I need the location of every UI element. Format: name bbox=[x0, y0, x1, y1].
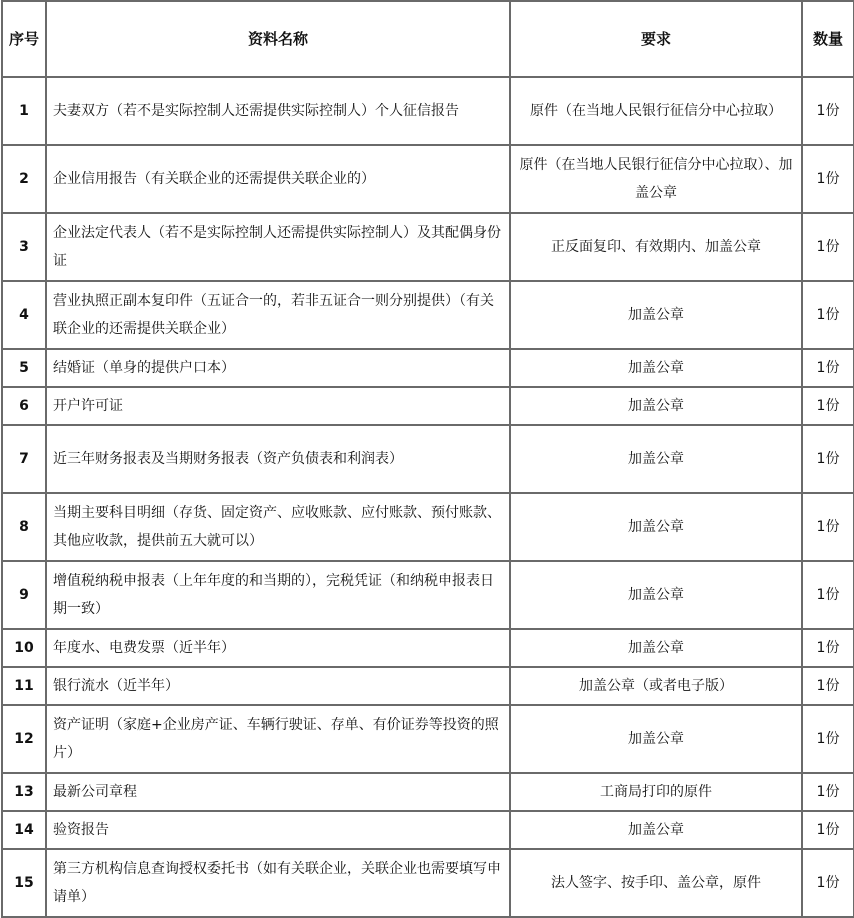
row-name: 营业执照正副本复印件（五证合一的，若非五证合一则分别提供）（有关联企业的还需提供关联企业） bbox=[46, 281, 510, 349]
row-requirement: 加盖公章 bbox=[510, 493, 802, 561]
row-requirement: 工商局打印的原件 bbox=[510, 773, 802, 811]
table-row bbox=[2, 77, 854, 145]
row-quantity: 1份 bbox=[802, 281, 854, 349]
row-seq: 9 bbox=[2, 561, 46, 629]
row-seq: 2 bbox=[2, 145, 46, 213]
table-row bbox=[2, 561, 854, 629]
document-table bbox=[1, 0, 854, 918]
table-row bbox=[2, 705, 854, 773]
row-seq: 10 bbox=[2, 629, 46, 667]
row-seq: 11 bbox=[2, 667, 46, 705]
row-quantity: 1份 bbox=[802, 77, 854, 145]
table-row bbox=[2, 667, 854, 705]
row-name: 第三方机构信息查询授权委托书（如有关联企业，关联企业也需要填写申请单） bbox=[46, 849, 510, 917]
row-requirement: 加盖公章 bbox=[510, 281, 802, 349]
row-quantity: 1份 bbox=[802, 145, 854, 213]
table-row bbox=[2, 773, 854, 811]
row-name: 资产证明（家庭+企业房产证、车辆行驶证、存单、有价证券等投资的照片） bbox=[46, 705, 510, 773]
header-name: 资料名称 bbox=[46, 1, 510, 77]
row-seq: 14 bbox=[2, 811, 46, 849]
table-row bbox=[2, 493, 854, 561]
row-name: 近三年财务报表及当期财务报表（资产负债表和利润表） bbox=[46, 425, 510, 493]
row-requirement: 加盖公章 bbox=[510, 425, 802, 493]
row-seq: 7 bbox=[2, 425, 46, 493]
row-quantity: 1份 bbox=[802, 561, 854, 629]
row-requirement: 原件（在当地人民银行征信分中心拉取）、加盖公章 bbox=[510, 145, 802, 213]
table-row bbox=[2, 281, 854, 349]
row-quantity: 1份 bbox=[802, 773, 854, 811]
row-seq: 5 bbox=[2, 349, 46, 387]
row-name: 增值税纳税申报表（上年年度的和当期的），完税凭证（和纳税申报表日期一致） bbox=[46, 561, 510, 629]
row-quantity: 1份 bbox=[802, 213, 854, 281]
row-seq: 6 bbox=[2, 387, 46, 425]
row-requirement: 加盖公章 bbox=[510, 387, 802, 425]
row-name: 夫妻双方（若不是实际控制人还需提供实际控制人）个人征信报告 bbox=[46, 77, 510, 145]
row-quantity: 1份 bbox=[802, 629, 854, 667]
table-row bbox=[2, 349, 854, 387]
row-requirement: 加盖公章 bbox=[510, 561, 802, 629]
row-requirement: 加盖公章 bbox=[510, 629, 802, 667]
table-row bbox=[2, 629, 854, 667]
row-quantity: 1份 bbox=[802, 349, 854, 387]
row-requirement: 加盖公章 bbox=[510, 705, 802, 773]
row-requirement: 正反面复印、有效期内、加盖公章 bbox=[510, 213, 802, 281]
table-row bbox=[2, 811, 854, 849]
row-requirement: 法人签字、按手印、盖公章，原件 bbox=[510, 849, 802, 917]
row-quantity: 1份 bbox=[802, 811, 854, 849]
row-name: 当期主要科目明细（存货、固定资产、应收账款、应付账款、预付账款、其他应收款，提供前五大就可以） bbox=[46, 493, 510, 561]
row-name: 开户许可证 bbox=[46, 387, 510, 425]
table-row bbox=[2, 425, 854, 493]
row-name: 结婚证（单身的提供户口本） bbox=[46, 349, 510, 387]
row-quantity: 1份 bbox=[802, 425, 854, 493]
header-quantity: 数量 bbox=[802, 1, 854, 77]
header-requirement: 要求 bbox=[510, 1, 802, 77]
row-name: 银行流水（近半年） bbox=[46, 667, 510, 705]
row-quantity: 1份 bbox=[802, 849, 854, 917]
row-name: 验资报告 bbox=[46, 811, 510, 849]
row-requirement: 原件（在当地人民银行征信分中心拉取） bbox=[510, 77, 802, 145]
header-seq: 序号 bbox=[2, 1, 46, 77]
row-name: 年度水、电费发票（近半年） bbox=[46, 629, 510, 667]
header-row bbox=[2, 1, 854, 77]
row-name: 最新公司章程 bbox=[46, 773, 510, 811]
row-requirement: 加盖公章 bbox=[510, 811, 802, 849]
row-name: 企业信用报告（有关联企业的还需提供关联企业的） bbox=[46, 145, 510, 213]
row-quantity: 1份 bbox=[802, 667, 854, 705]
row-seq: 15 bbox=[2, 849, 46, 917]
table-row bbox=[2, 849, 854, 917]
table-row bbox=[2, 145, 854, 213]
row-quantity: 1份 bbox=[802, 387, 854, 425]
table-row bbox=[2, 387, 854, 425]
row-requirement: 加盖公章（或者电子版） bbox=[510, 667, 802, 705]
row-seq: 8 bbox=[2, 493, 46, 561]
table-row bbox=[2, 213, 854, 281]
row-name: 企业法定代表人（若不是实际控制人还需提供实际控制人）及其配偶身份证 bbox=[46, 213, 510, 281]
row-seq: 3 bbox=[2, 213, 46, 281]
row-seq: 12 bbox=[2, 705, 46, 773]
row-seq: 4 bbox=[2, 281, 46, 349]
row-quantity: 1份 bbox=[802, 705, 854, 773]
row-requirement: 加盖公章 bbox=[510, 349, 802, 387]
row-quantity: 1份 bbox=[802, 493, 854, 561]
row-seq: 1 bbox=[2, 77, 46, 145]
row-seq: 13 bbox=[2, 773, 46, 811]
